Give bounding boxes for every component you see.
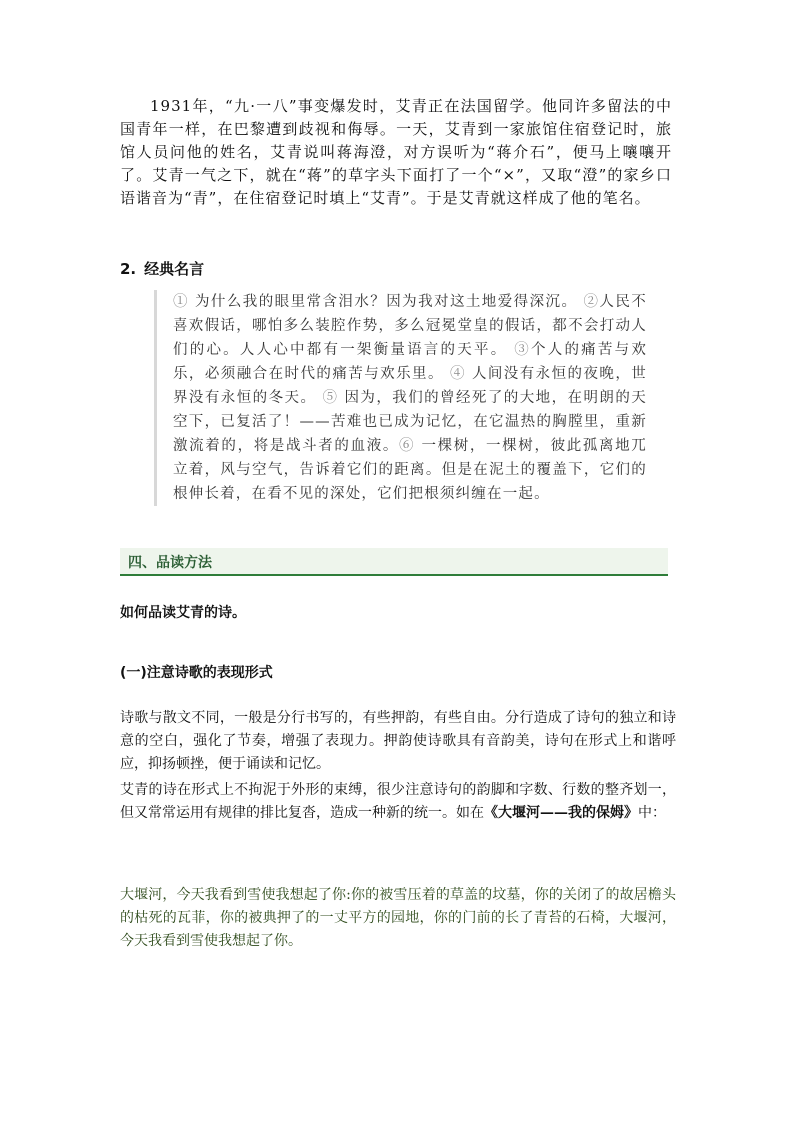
section-number: 2. (120, 260, 137, 278)
intro-paragraph: 1931年，“九·一八”事变爆发时，艾青正在法国留学。他同许多留法的中国青年一样，在巴黎遭到歧视和侮辱。一天，艾青到一家旅馆住宿登记时，旅馆人员问他的姓名，艾青说叫蒋海澄，对方误听为“蒋介石”，便马上嚷嚷开了。艾青一气之下，就在“蒋”的草字头下面打了一个“×”，又取“澄”的家乡口语谐音为“青”，在住宿登记时填上“艾青”。于是艾青就这样成了他的笔名。 (120, 97, 672, 207)
paragraph-text: 艾青的诗在形式上不拘泥于外形的束缚，很少注意诗句的韵脚和字数、行数的整齐划一，但又常常运用有规律的排比复沓，造成一种新的统一。如在 (120, 782, 676, 821)
quote-marker-5: ⑤ (322, 390, 339, 406)
section-title: 经典名言 (144, 260, 205, 278)
quote-marker-1: ① (173, 294, 189, 310)
quote-text-4: 人间没有永恒的夜晚，世界没有永恒的冬天。 (173, 366, 647, 406)
quote-text-5: 因为，我们的曾经死了的大地，在明朗的天空下，已复活了！——苦难也已成为记忆，在它温热的胸膛里，重新激流着的，将是战斗者的血液。 (173, 390, 647, 454)
quote-text-2: 人民不喜欢假话，哪怕多么装腔作势，多么冠冕堂皇的假话，都不会打动人们的心。人人心中都有一架衡量语言的天平。 (173, 294, 647, 358)
section-heading-reading-methods (120, 548, 668, 576)
section-heading-label: 四、品读方法 (128, 555, 212, 571)
paragraph-form: 诗歌与散文不同，一般是分行书写的，有些押韵，有些自由。分行造成了诗句的独立和诗意的空白，强化了节奏，增强了表现力。押韵使诗歌具有音韵美，诗句在形式上和谐呼应，抑扬顿挫，便于诵读和记忆。 (120, 710, 676, 772)
subsection-heading: (一)注意诗歌的表现形式 (120, 665, 273, 681)
poem-title: 《大堰河——我的保姆》 (484, 805, 638, 821)
quote-marker-4: ④ (449, 366, 466, 382)
section-heading-classic-quotes (120, 258, 204, 279)
quote-block (154, 290, 647, 506)
quote-text-1: 为什么我的眼里常含泪水？因为我对这土地爱得深沉。 (194, 294, 578, 310)
poem-excerpt: 大堰河，今天我看到雪使我想起了你:你的被雪压着的草盖的坟墓，你的关闭了的故居檐头的枯死的瓦菲，你的被典押了的一丈平方的园地，你的门前的长了青苔的石椅，大堰河，今天我看到雪使我想起了你。 (120, 887, 676, 949)
quote-marker-6: ⑥ (399, 438, 416, 454)
paragraph-aiqing-form (120, 779, 676, 825)
quote-text-3: 个人的痛苦与欢乐，必须融合在时代的痛苦与欢乐里。 (173, 342, 648, 382)
paragraph-tail: 中： (638, 805, 666, 821)
quote-text-6: 一棵树，一棵树，彼此孤离地兀立着，风与空气，告诉着它们的距离。但是在泥土的覆盖下，它们的根伸长着，在看不见的深处，它们把根须纠缠在一起。 (173, 438, 648, 502)
quote-marker-2: ② (583, 294, 600, 310)
question-heading: 如何品读艾青的诗。 (120, 605, 246, 621)
quote-marker-3: ③ (514, 342, 531, 358)
